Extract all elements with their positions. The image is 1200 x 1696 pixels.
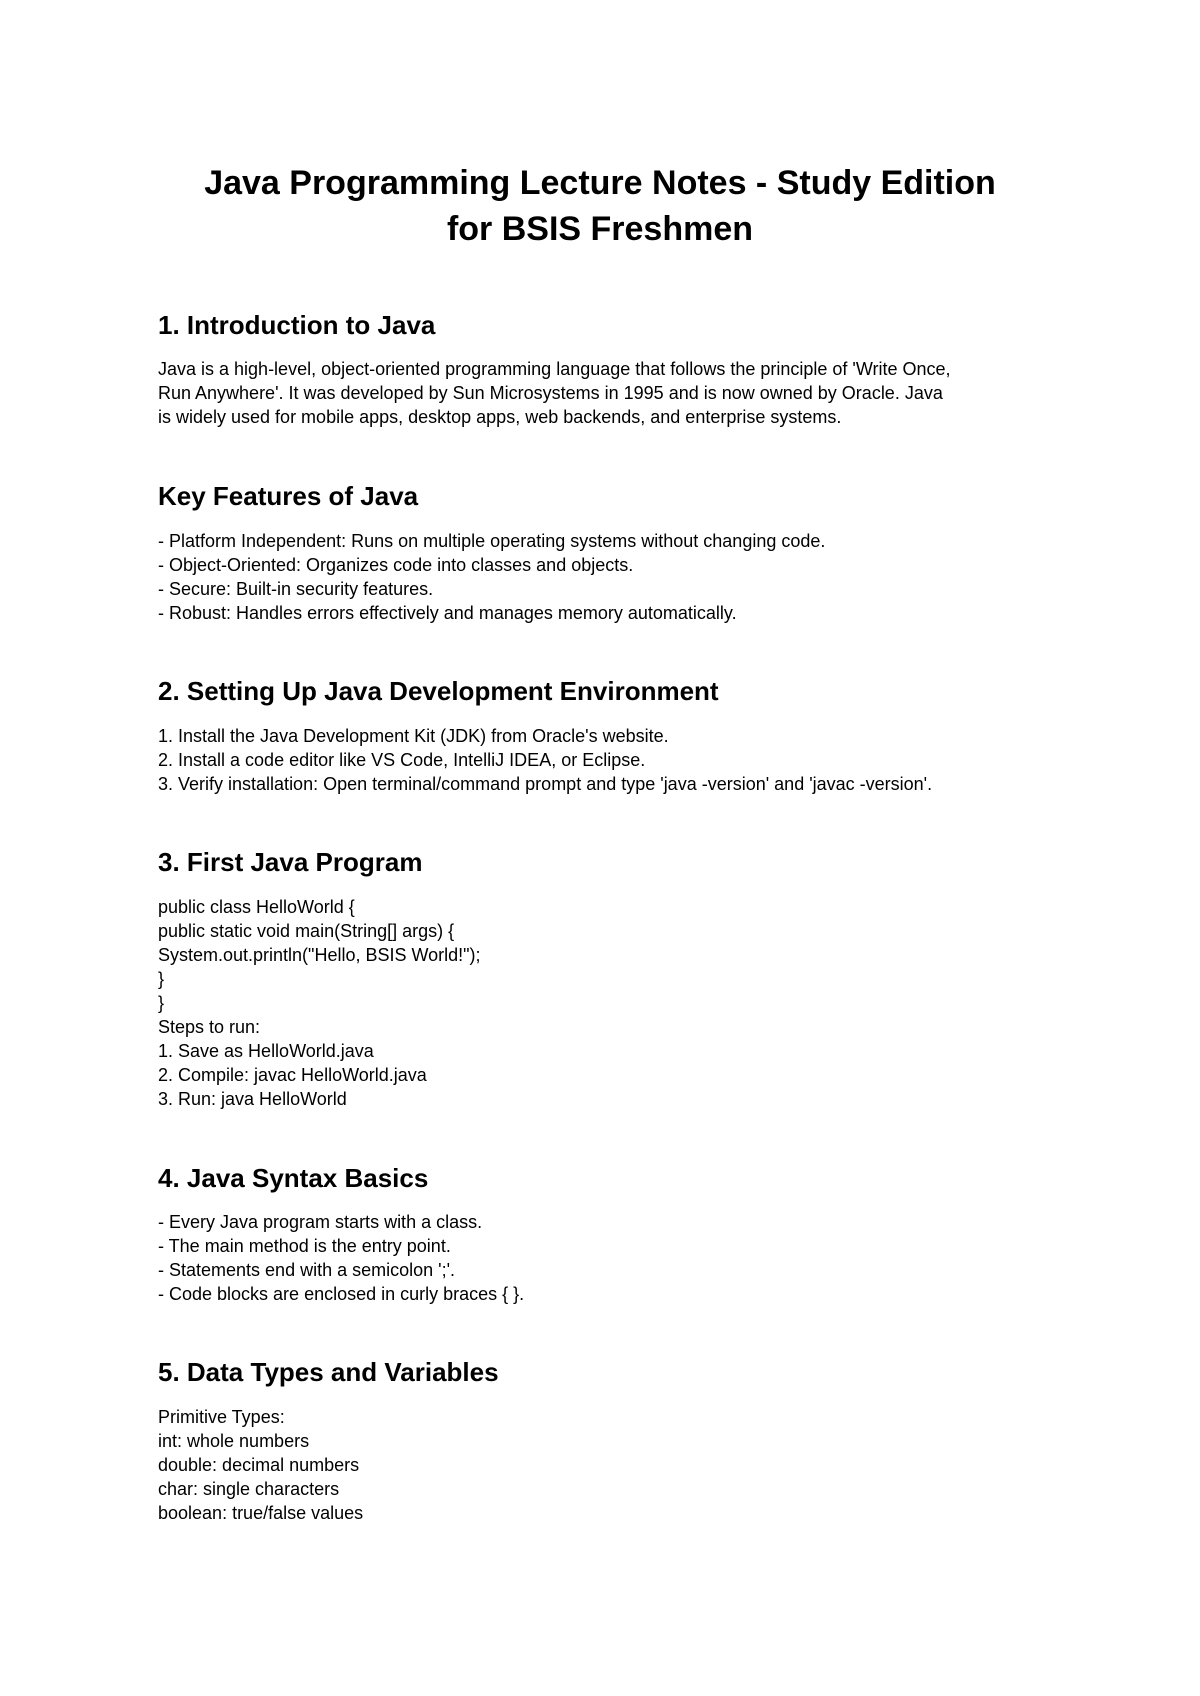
list-item: - Object-Oriented: Organizes code into classes and objects. bbox=[158, 555, 634, 575]
list-item: - Secure: Built-in security features. bbox=[158, 579, 434, 599]
list-item: 2. Install a code editor like VS Code, IntelliJ IDEA, or Eclipse. bbox=[158, 750, 646, 770]
code-line: } bbox=[158, 993, 165, 1013]
title-line-1: Java Programming Lecture Notes - Study Edition bbox=[204, 164, 996, 202]
list-item: Steps to run: bbox=[158, 1017, 261, 1037]
section-body-syntax bbox=[158, 1210, 1058, 1306]
section-heading-introduction: 1. Introduction to Java bbox=[158, 310, 436, 340]
document-title bbox=[160, 160, 1040, 252]
list-item: - Platform Independent: Runs on multiple operating systems without changing code. bbox=[158, 531, 826, 551]
paragraph-line: Run Anywhere'. It was developed by Sun Microsystems in 1995 and is now owned by Oracle. Java bbox=[158, 383, 943, 403]
list-item: boolean: true/false values bbox=[158, 1503, 364, 1523]
list-item: char: single characters bbox=[158, 1479, 340, 1499]
list-item: 3. Verify installation: Open terminal/command prompt and type 'java -version' and 'javac -version'. bbox=[158, 774, 933, 794]
section-heading-syntax: 4. Java Syntax Basics bbox=[158, 1163, 429, 1193]
paragraph-line: Java is a high-level, object-oriented programming language that follows the principle of 'Write Once, bbox=[158, 359, 951, 379]
section-body-data-types bbox=[158, 1405, 1058, 1525]
list-item: 1. Install the Java Development Kit (JDK) from Oracle's website. bbox=[158, 726, 669, 746]
list-item: - Robust: Handles errors effectively and manages memory automatically. bbox=[158, 603, 737, 623]
section-heading-setup: 2. Setting Up Java Development Environment bbox=[158, 676, 719, 706]
section-heading-data-types: 5. Data Types and Variables bbox=[158, 1357, 499, 1387]
section-body-setup bbox=[158, 724, 1058, 796]
code-line: System.out.println("Hello, BSIS World!"); bbox=[158, 945, 481, 965]
list-item: - Statements end with a semicolon ';'. bbox=[158, 1260, 456, 1280]
list-item: 2. Compile: javac HelloWorld.java bbox=[158, 1065, 427, 1085]
code-line: public class HelloWorld { bbox=[158, 897, 355, 917]
title-line-2: for BSIS Freshmen bbox=[446, 210, 754, 248]
section-heading-key-features: Key Features of Java bbox=[158, 481, 419, 511]
paragraph-line: is widely used for mobile apps, desktop apps, web backends, and enterprise systems. bbox=[158, 407, 842, 427]
section-body-key-features bbox=[158, 529, 1058, 625]
section-body-introduction bbox=[158, 357, 1058, 429]
section-body-first-program bbox=[158, 895, 1058, 1111]
code-line: } bbox=[158, 969, 165, 989]
list-item: - Every Java program starts with a class. bbox=[158, 1212, 483, 1232]
code-line: public static void main(String[] args) { bbox=[158, 921, 455, 941]
list-item: 1. Save as HelloWorld.java bbox=[158, 1041, 374, 1061]
section-heading-first-program: 3. First Java Program bbox=[158, 847, 423, 877]
list-item: double: decimal numbers bbox=[158, 1455, 360, 1475]
list-item: 3. Run: java HelloWorld bbox=[158, 1089, 347, 1109]
list-item: int: whole numbers bbox=[158, 1431, 310, 1451]
list-item: Primitive Types: bbox=[158, 1407, 285, 1427]
list-item: - The main method is the entry point. bbox=[158, 1236, 451, 1256]
list-item: - Code blocks are enclosed in curly braces { }. bbox=[158, 1284, 525, 1304]
